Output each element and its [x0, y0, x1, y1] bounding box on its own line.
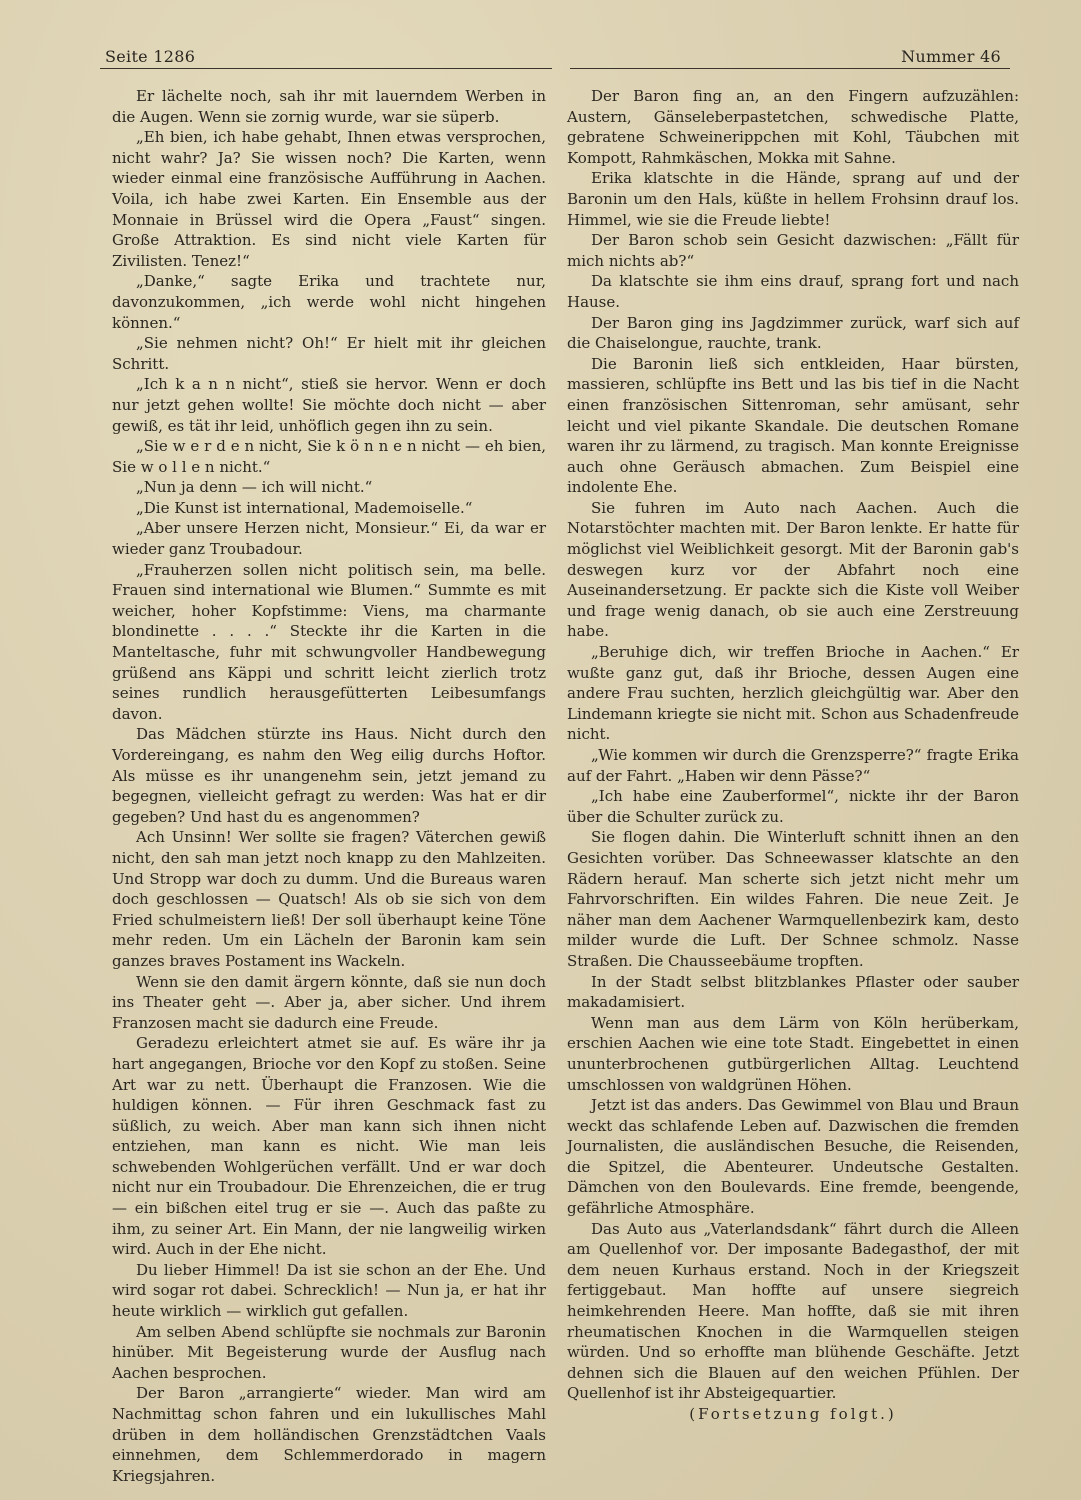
paragraph: „Beruhige dich, wir treffen Brioche in Aachen.“ Er wußte ganz gut, daß ihr Brioche, dessen Augen eine andere Frau suchten, herzlich gleichgültig war. Aber den Lindemann kriegte sie nicht mit. Schon aus Schadenfreude nicht. — [567, 643, 1019, 744]
header-rule-right — [570, 68, 1010, 69]
issue-number: Nummer 46 — [901, 47, 1001, 66]
paragraph: In der Stadt selbst blitzblankes Pflaster oder sauber makadamisiert. — [567, 972, 1019, 1012]
paragraph: Der Baron schob sein Gesicht dazwischen: „Fällt für mich nichts ab?“ — [567, 231, 1019, 270]
paragraph: Jetzt ist das anders. Das Gewimmel von Blau und Braun weckt das schlafende Leben auf. Dazwischen die fremden Journalisten, die ausländischen Besuche, die Reisenden, die Spitzel, die Abenteurer. Undeutsche Gestalten. Dämchen von den Boulevards. Eine fremde, beengende, gefährliche Atmosphäre. — [567, 1096, 1019, 1218]
paragraph: „Nun ja denn — ich will nicht.“ — [136, 478, 373, 497]
paragraph: Er lächelte noch, sah ihr mit lauerndem Werben in die Augen. Wenn sie zornig wurde, war sie süperb. — [112, 87, 546, 126]
paragraph: Sie fuhren im Auto nach Aachen. Auch die Notarstöchter machten mit. Der Baron lenkte. Er hatte für möglichst viel Weiblichkeit gesorgt. Mit der Baronin gab's deswegen kurz vor der Abfahrt noch eine Auseinandersetzung. Er packte sich die Kiste voll Weiber und frage wenig danach, ob sie auch eine Zerstreuung habe. — [567, 498, 1019, 641]
paragraph: „Frauherzen sollen nicht politisch sein, ma belle. Frauen sind international wie Blumen.“ Summte es mit weicher, hoher Kopfstimme: Viens, ma charmante blondinette . . . .“ Steckte ihr die Karten in die Manteltasche, fuhr mit schwungvoller Handbewegung grüßend ans Käppi und schritt leicht zierlich trotz seines rundlich herausgefütterten Leibesumfangs davon. — [112, 560, 546, 723]
paragraph: Der Baron fing an, an den Fingern aufzuzählen: Austern, Gänseleberpastetchen, schwedische Platte, gebratene Schweinerippchen mit Kohl, Täubchen mit Kompott, Rahmkäschen, Mokka mit Sahne. — [567, 87, 1019, 167]
paragraph: „Ich k a n n nicht“, stieß sie hervor. Wenn er doch nur jetzt gehen wollte! Sie möchte doch nicht — aber gewiß, es tät ihr leid, unhöflich gegen ihn zu sein. — [112, 375, 546, 435]
paragraph: Wenn sie den damit ärgern könnte, daß sie nun doch ins Theater geht —. Aber ja, aber sicher. Und ihrem Franzosen macht sie dadurch eine Freude. — [112, 972, 546, 1032]
paragraph: „Eh bien, ich habe gehabt, Ihnen etwas versprochen, nicht wahr? Ja? Sie wissen noch? Die Karten, wenn wieder einmal eine französische Aufführung in Aachen. Voila, ich habe zwei Karten. Ein Ensemble aus der Monnaie in Brüssel wird die Opera „Faust“ singen. Große Attraktion. Es sind nicht viele Karten für Zivilisten. Tenez!“ — [112, 128, 546, 270]
paragraph: Das Mädchen stürzte ins Haus. Nicht durch den Vordereingang, es nahm den Weg eilig durchs Hoftor. Als müsse es ihr unangenehm sein, jetzt jemand zu begegnen, vielleicht gefragt zu werden: Was hat er dir gegeben? Und hast du es angenommen? — [112, 725, 546, 826]
paragraph: Du lieber Himmel! Da ist sie schon an der Ehe. Und wird sogar rot dabei. Schrecklich! — Nun ja, er hat ihr heute wirklich — wirklich gut gefallen. — [112, 1260, 546, 1321]
left-column — [112, 86, 546, 1486]
paragraph: Sie flogen dahin. Die Winterluft schnitt ihnen an den Gesichten vorüber. Das Schneewasser klatschte an den Rädern herauf. Man scherte sich jetzt nicht mehr um Fahrvorschriften. Ein wildes Fahren. Die neue Zeit. Je näher man dem Aachener Warmquellenbezirk kam, desto milder wurde die Luft. Der Schnee schmolz. Nasse Straßen. Die Chausseebäume tropften. — [567, 828, 1019, 970]
paragraph: Die Baronin ließ sich entkleiden, Haar bürsten, massieren, schlüpfte ins Bett und las bis tief in die Nacht einen französischen Sittenroman, sehr amüsant, sehr leicht und viel pikante Skandale. Die deutschen Romane waren ihr zu lärmend, zu tragisch. Man konnte Ereignisse auch ohne Geräusch abmachen. Zum Beispiel eine indolente Ehe. — [567, 354, 1019, 497]
paragraph: Das Auto aus „Vaterlandsdank“ fährt durch die Alleen am Quellenhof vor. Der imposante Badegasthof, der mit dem neuen Kurhaus erstand. Noch in der Kriegszeit fertiggebaut. Man hoffte auf unsere siegreich heimkehrenden Heere. Man hoffte, daß sie mit ihren rheumatischen Knochen in die Warmquellen steigen würden. Und so erhoffte man blühende Geschäfte. Jetzt dehnen sich die Blauen auf den weichen Pfühlen. Der Quellenhof ist ihr Absteigequartier. — [567, 1219, 1019, 1403]
paragraph: Am selben Abend schlüpfte sie nochmals zur Baronin hinüber. Mit Begeisterung wurde der Ausflug nach Aachen besprochen. — [112, 1322, 546, 1382]
paragraph: Da klatschte sie ihm eins drauf, sprang fort und nach Hause. — [567, 272, 1019, 311]
paragraph: „Die Kunst ist international, Mademoiselle.“ — [136, 498, 473, 517]
paragraph: „Danke,“ sagte Erika und trachtete nur, davonzukommen, „ich werde wohl nicht hingehen können.“ — [112, 272, 546, 332]
paragraph: Der Baron ging ins Jagdzimmer zurück, warf sich auf die Chaiselongue, rauchte, trank. — [567, 313, 1019, 353]
paragraph: Wenn man aus dem Lärm von Köln herüberkam, erschien Aachen wie eine tote Stadt. Eingebettet in einen ununterbrochenen gutbürgerlichen Alltag. Leuchtend umschlossen von waldgrünen Höhen. — [567, 1013, 1019, 1094]
paragraph: Ach Unsinn! Wer sollte sie fragen? Väterchen gewiß nicht, den sah man jetzt noch knapp zu den Mahlzeiten. Und Stropp war doch zu dumm. Und die Bureaus waren doch geschlossen — Quatsch! Als ob sie sich von dem Fried schulmeistern ließ! Der soll überhaupt keine Töne mehr reden. Um ein Lächeln der Baronin kam sein ganzes braves Postament ins Wackeln. — [112, 828, 546, 970]
paragraph: „Sie nehmen nicht? Oh!“ Er hielt mit ihr gleichen Schritt. — [112, 334, 546, 373]
page-number: Seite 1286 — [105, 47, 196, 66]
paragraph: „Wie kommen wir durch die Grenzsperre?“ fragte Erika auf der Fahrt. „Haben wir denn Pässe?“ — [567, 746, 1019, 785]
paragraph: Erika klatschte in die Hände, sprang auf und der Baronin um den Hals, küßte in hellem Frohsinn drauf los. Himmel, wie sie die Freude liebte! — [567, 169, 1019, 229]
header-rule-left — [100, 68, 552, 69]
paragraph: „Ich habe eine Zauberformel“, nickte ihr der Baron über die Schulter zurück zu. — [567, 787, 1019, 826]
paragraph: „Aber unsere Herzen nicht, Monsieur.“ Ei, da war er wieder ganz Troubadour. — [112, 519, 546, 559]
paragraph: Der Baron „arrangierte“ wieder. Man wird am Nachmittag schon fahren und ein lukullisches Mahl drüben in dem holländischen Grenzstädtchen Vaals einnehmen, dem Schlemmerdorado in magern Kriegsjahren. — [112, 1384, 546, 1485]
paragraph: „Sie w e r d e n nicht, Sie k ö n n e n nicht — eh bien, Sie w o l l e n nicht.“ — [112, 437, 546, 476]
paragraph: Geradezu erleichtert atmet sie auf. Es wäre ihr ja hart angegangen, Brioche vor den Kopf zu stoßen. Seine Art war zu nett. Überhaupt die Franzosen. Wie die huldigen können. — Für ihren Geschmack fast zu süßlich, zu weich. Aber man kann sich ihnen nicht entziehen, man kann es nicht. Wie man leis schwebenden Wohlgerüchen verfällt. Und er war doch nicht nur ein Troubadour. Die Ehrenzeichen, die er trug — ein bißchen eitel trug er sie —. Auch das paßte zu ihm, zu seiner Art. Ein Mann, der nie langweilig wirken wird. Auch in der Ehe nicht. — [112, 1034, 546, 1259]
right-column — [567, 86, 1019, 1425]
continuation-note: (Fortsetzung folgt.) — [689, 1405, 897, 1423]
